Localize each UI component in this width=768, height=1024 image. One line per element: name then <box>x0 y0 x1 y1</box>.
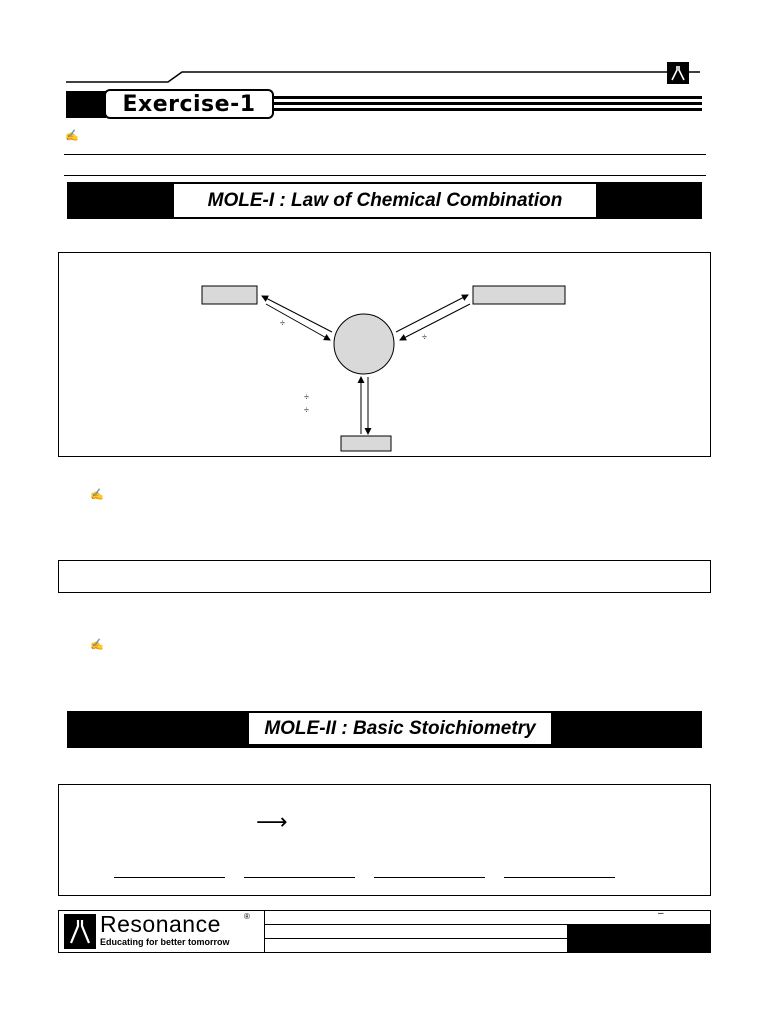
footer-logo-mark <box>64 914 96 949</box>
note-rule-bottom <box>64 175 706 176</box>
division-sign-bottom-2: ÷ <box>304 405 309 415</box>
section1-title: MOLE-I : Law of Chemical Combination <box>173 183 597 218</box>
division-sign-bottom-1: ÷ <box>304 392 309 402</box>
exercise-badge <box>104 89 274 119</box>
division-sign-right: ÷ <box>422 332 427 342</box>
node-bottom <box>341 436 391 451</box>
node-center <box>334 314 394 374</box>
footer-logo-area <box>58 910 265 953</box>
pencil-icon: ✍ <box>90 639 104 651</box>
pencil-icon: ✍ <box>90 489 104 501</box>
reaction-arrow: ⟶ <box>256 810 288 835</box>
formula-box <box>58 560 711 593</box>
note-rule-top <box>64 154 706 155</box>
section2-title: MOLE-II : Basic Stoichiometry <box>248 712 552 745</box>
node-right <box>473 286 565 304</box>
pencil-icon: ✍ <box>65 130 79 142</box>
stoichiometry-box <box>58 784 711 896</box>
exercise-label: Exercise-1 <box>122 91 256 117</box>
law-diagram <box>58 252 711 457</box>
footer-registered-mark: ® <box>244 912 250 921</box>
blank-line-1 <box>114 877 225 878</box>
footer-tagline: Educating for better tomorrow <box>100 937 230 947</box>
footer-black-block <box>567 924 711 953</box>
division-sign-left: ÷ <box>280 318 285 328</box>
blank-line-3 <box>374 877 485 878</box>
node-left <box>202 286 257 304</box>
resonance-logo-icon <box>667 62 689 84</box>
footer-brand-name: Resonance <box>100 911 221 937</box>
blank-line-2 <box>244 877 355 878</box>
footer-dash: – <box>658 908 664 919</box>
footer-row-divider-2 <box>265 938 567 939</box>
corner-logo <box>667 62 689 84</box>
blank-line-4 <box>504 877 615 878</box>
resonance-logo-icon <box>64 914 96 949</box>
